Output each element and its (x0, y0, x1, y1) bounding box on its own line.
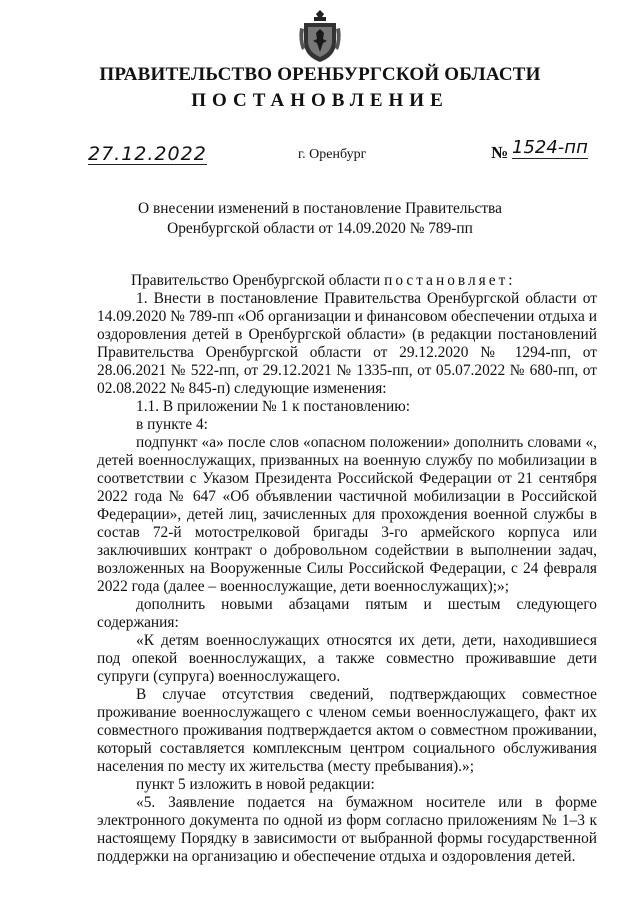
body-paragraph: пункт 5 изложить в новой редакции: (136, 776, 375, 793)
number-label: № (491, 143, 509, 162)
body-paragraph: подпункт «а» после слов «опасном положении» дополнить словами «, детей военнослужащих, призванных на военную службу по мобилизации в соответствии с Указом Президента Российской Федерации от 21 сентября 2022 года № 647 «Об объявлении частичной мобилизации в Российской Федерации», детей лиц, зачисленных для прохождения военной службы в состав 72-й мотострелковой бригады 3-го армейского корпуса или заключивших контракт о добровольном содействии в выполнении задач, возложенных на Вооруженные Силы Российской Федерации, с 24 февраля 2022 года (далее – военнослужащие, дети военнослужащих);»; (97, 434, 597, 595)
document-type: ПОСТАНОВЛЕНИЕ (191, 90, 449, 111)
document-city: г. Оренбург (298, 147, 367, 162)
subject-line-1: О внесении изменений в постановление Правительства (138, 200, 502, 217)
body-paragraph: В случае отсутствия сведений, подтверждающих совместное проживание военнослужащего с членом семьи военнослужащего, факт их совместного проживания подтверждается актом о совместном проживании, который составляется комплексным центром социального обслуживания населения по месту их жительства (месту пребывания).»; (97, 686, 597, 775)
document-date: 27.12.2022 (88, 143, 207, 165)
body-paragraph: 1. Внести в постановление Правительства Оренбургской области от 14.09.2020 № 789-пп «Об организации и финансовом обеспечении отдыха и оздоровления детей в Оренбургской области» (в редакции постановлений Правительства Оренбургской области от 29.12.2020 № 1294-пп, от 28.06.2021 № 522-пп, от 29.12.2021 № 1335-пп, от 05.07.2022 № 680-пп, от 02.08.2022 № 845-п) следующие изменения: (97, 290, 597, 397)
subject-line-2: Оренбургской области от 14.09.2020 № 789-пп (167, 220, 473, 237)
document-subject (0, 199, 640, 239)
coat-of-arms-icon (296, 8, 344, 64)
body-paragraph: в пункте 4: (136, 416, 208, 433)
organization-title: ПРАВИТЕЛЬСТВО ОРЕНБУРГСКОЙ ОБЛАСТИ (99, 64, 541, 85)
intro-paragraph (97, 272, 597, 290)
body-paragraph: 1.1. В приложении № 1 к постановлению: (136, 398, 411, 415)
document-number: 1524-пп (512, 137, 588, 158)
intro-resolves: постановляет: (384, 272, 516, 289)
body-paragraph: дополнить новыми абзацами пятым и шестым следующего содержания: (97, 596, 597, 631)
body-paragraph: «К детям военнослужащих относятся их дети, дети, находившиеся под опекой военнослужащих, а также совместно проживавшие дети супруги (супруга) военнослужащего. (97, 632, 597, 685)
body-paragraph: «5. Заявление подается на бумажном носителе или в форме электронного документа по одной из форм согласно приложениям № 1–3 к настоящему Порядку в зависимости от выбранной формы государственной поддержки на организацию и обеспечение отдыха и оздоровления детей. (97, 794, 597, 865)
document-body (97, 272, 597, 866)
intro-prefix: Правительство Оренбургской области (131, 272, 385, 289)
